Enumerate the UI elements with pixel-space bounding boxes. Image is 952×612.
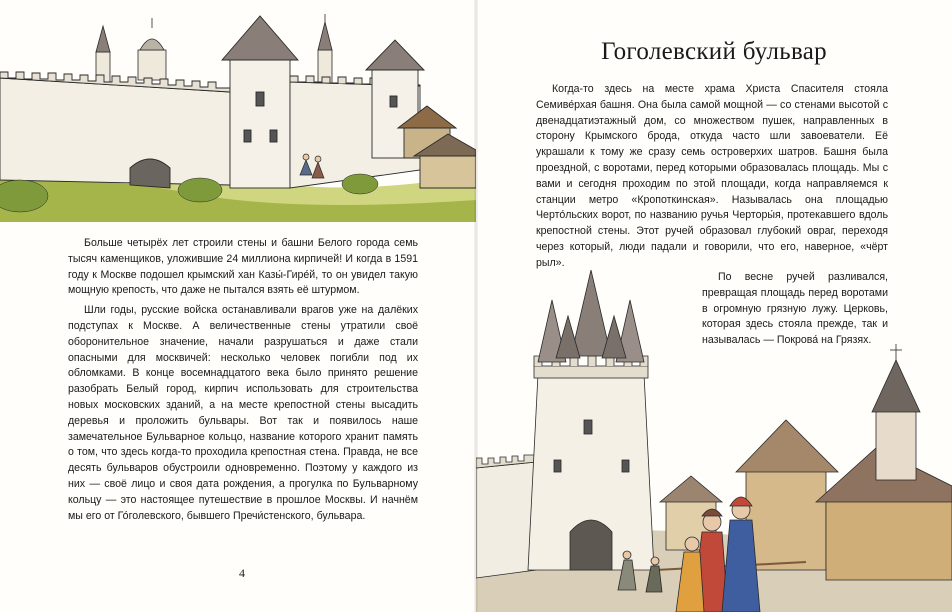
right-body-text	[536, 82, 888, 276]
left-body-text	[68, 236, 418, 528]
right-page	[476, 0, 952, 612]
illustration-kremlin-wall-icon	[0, 0, 476, 222]
right-paragraph: Когда-то здесь на месте храма Христа Спасителя стояла Семиве́рхая башня. Она была самой мощной — со стенами высотой с двенадцатиэтажный дом, со множеством пушек, направленных в сторону Крымского брода, откуда часто шли завоеватели. Её украшали к тому же сразу семь островерхих шатров. Башня была проездной, с воротами, перед которыми образовалась площадь. Мы с вами и сегодня проходим по этой площади, когда направляемся к станции метро «Кропоткинская». Называлась она площадью Черто́льских ворот, по названию ручья Черторы́я, протекавшего вдоль крепостной стены. Этот ручей образовал глубокий овраг, переходя через который, люди падали и говорили, что его, наверное, «чёрт рыл».	[536, 83, 888, 269]
right-paragraph: По весне ручей разливался, превращая площадь перед воротами в огромную грязную лужу. Церковь, которая здесь стояла прежде, так и называлась — Покрова́ на Грязях.	[702, 271, 888, 347]
book-gutter	[474, 0, 478, 612]
page-number: 4	[239, 566, 245, 580]
left-paragraph: Больше четырёх лет строили стены и башни Белого города семь тысяч каменщиков, уложившие 24 миллиона кирпичей! И когда в 1591 году к Москве подошел крымский хан Казы́-Гире́й, то он увидел такую мощную крепость, что даже не пытался взять её штурмом.	[68, 237, 418, 297]
right-wrap-text	[702, 270, 888, 353]
left-paragraph: Шли годы, русские войска останавливали врагов уже на далёких подступах к Москве. А величественные стены утратили своё оборонительное значение, начали разрушаться и даже стали опасными для москвичей: несколько человек погибли под их обломками. В конце восемнадцатого века было принято решение разобрать Белый город, кирпич использовать для строительства новых московских зданий, а на месте крепостной стены высадить деревья и проложить бульвары. Вот так и появилось наше замечательное Бульварное кольцо, название которого хранит память о том, что здесь когда-то проходила крепостная стена. Правда, не все десять бульваров обустроили одновременно. Поэтому у каждого из них — своё лицо и своя дата рождения, а прогулка по Бульварному кольцу — это настоящее путешествие в прошлое Москвы. И начнём мы его от Го́голевского, бывшего Пречи́стенского, бульвара.	[68, 304, 418, 522]
page-title: Гоголевский бульвар	[601, 38, 827, 65]
